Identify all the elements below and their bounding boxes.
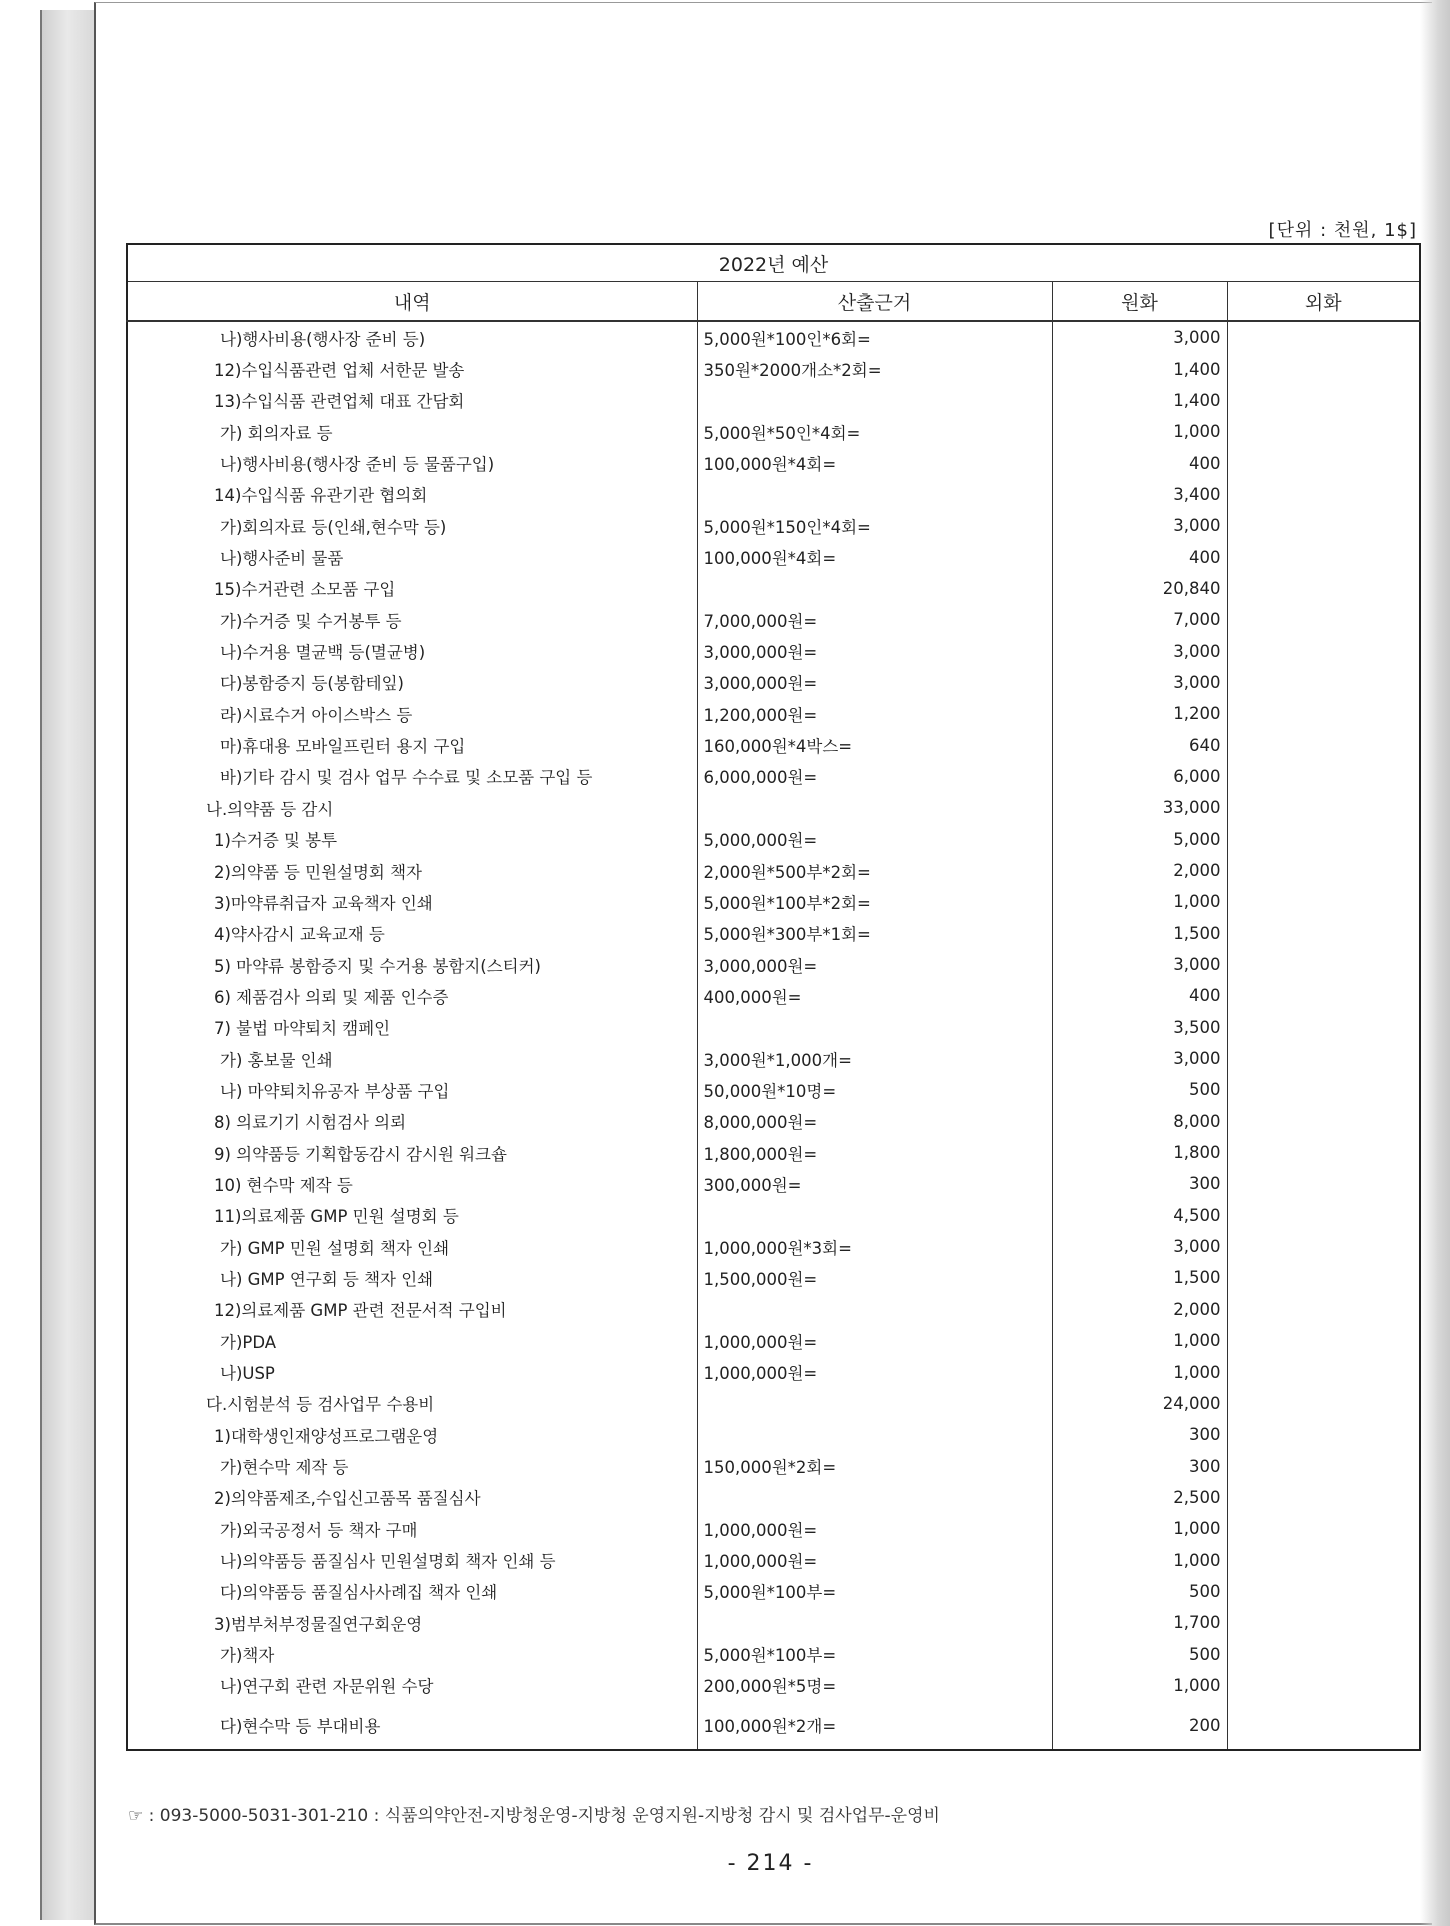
fx-cell	[1227, 447, 1420, 478]
item-cell: 라)시료수거 아이스박스 등	[127, 698, 697, 729]
calc-cell: 100,000원*4회=	[697, 541, 1052, 572]
item-cell: 1)대학생인재양성프로그램운영	[127, 1419, 697, 1450]
item-cell: 12)의료제품 GMP 관련 전문서적 구입비	[127, 1294, 697, 1325]
item-cell: 13)수입식품 관련업체 대표 간담회	[127, 385, 697, 416]
calc-cell: 200,000원*5명=	[697, 1670, 1052, 1701]
fx-cell	[1227, 1231, 1420, 1262]
table-row	[127, 1200, 1420, 1231]
item-cell: 2)의약품 등 민원설명회 책자	[127, 855, 697, 886]
fx-cell	[1227, 1043, 1420, 1074]
fx-cell	[1227, 1168, 1420, 1199]
fx-cell	[1227, 573, 1420, 604]
krw-cell: 1,000	[1052, 1544, 1227, 1575]
table-row	[127, 1325, 1420, 1356]
table-row	[127, 1168, 1420, 1199]
krw-cell: 500	[1052, 1576, 1227, 1607]
table-row	[127, 886, 1420, 917]
calc-cell: 100,000원*4회=	[697, 447, 1052, 478]
table-row	[127, 792, 1420, 823]
calc-cell: 8,000,000원=	[697, 1106, 1052, 1137]
fx-cell	[1227, 1576, 1420, 1607]
item-cell: 나)의약품등 품질심사 민원설명회 책자 인쇄 등	[127, 1544, 697, 1575]
calc-cell: 3,000,000원=	[697, 667, 1052, 698]
fx-cell	[1227, 1294, 1420, 1325]
krw-cell: 1,000	[1052, 1325, 1227, 1356]
item-cell: 2)의약품제조,수입신고품목 품질심사	[127, 1482, 697, 1513]
krw-cell: 3,000	[1052, 667, 1227, 698]
calc-cell: 1,200,000원=	[697, 698, 1052, 729]
table-row	[127, 1544, 1420, 1575]
budget-table	[126, 243, 1421, 1751]
table-row	[127, 1106, 1420, 1137]
item-cell: 나) GMP 연구회 등 책자 인쇄	[127, 1262, 697, 1293]
fx-cell	[1227, 918, 1420, 949]
table-row	[127, 635, 1420, 666]
item-cell: 다)현수막 등 부대비용	[127, 1701, 697, 1750]
krw-cell: 3,500	[1052, 1012, 1227, 1043]
table-row	[127, 510, 1420, 541]
fx-cell	[1227, 792, 1420, 823]
item-cell: 9) 의약품등 기획합동감시 감시원 워크숍	[127, 1137, 697, 1168]
table-row	[127, 1231, 1420, 1262]
calc-cell	[697, 1607, 1052, 1638]
table-row	[127, 321, 1420, 353]
fx-cell	[1227, 1388, 1420, 1419]
table-row	[127, 1670, 1420, 1701]
table-row	[127, 1388, 1420, 1419]
calc-cell	[697, 573, 1052, 604]
table-row	[127, 949, 1420, 980]
fx-cell	[1227, 510, 1420, 541]
fx-cell	[1227, 1419, 1420, 1450]
table-row	[127, 416, 1420, 447]
table-row	[127, 604, 1420, 635]
calc-cell	[697, 1294, 1052, 1325]
calc-cell: 5,000원*100부=	[697, 1638, 1052, 1669]
item-cell: 11)의료제품 GMP 민원 설명회 등	[127, 1200, 697, 1231]
fx-cell	[1227, 667, 1420, 698]
krw-cell: 1,800	[1052, 1137, 1227, 1168]
calc-cell	[697, 1482, 1052, 1513]
table-row	[127, 667, 1420, 698]
table-row	[127, 980, 1420, 1011]
krw-cell: 1,200	[1052, 698, 1227, 729]
fx-cell	[1227, 1137, 1420, 1168]
krw-cell: 300	[1052, 1419, 1227, 1450]
item-cell: 1)수거증 및 봉투	[127, 824, 697, 855]
item-cell: 15)수거관련 소모품 구입	[127, 573, 697, 604]
item-cell: 나)연구회 관련 자문위원 수당	[127, 1670, 697, 1701]
fx-cell	[1227, 604, 1420, 635]
table-row	[127, 1513, 1420, 1544]
table-row	[127, 385, 1420, 416]
fx-cell	[1227, 1012, 1420, 1043]
krw-cell: 3,000	[1052, 1043, 1227, 1074]
table-row	[127, 479, 1420, 510]
calc-cell	[697, 1012, 1052, 1043]
budget-rows	[127, 321, 1420, 1750]
krw-cell: 20,840	[1052, 573, 1227, 604]
calc-cell: 5,000원*150인*4회=	[697, 510, 1052, 541]
calc-cell: 5,000원*300부*1회=	[697, 918, 1052, 949]
fx-cell	[1227, 1074, 1420, 1105]
fx-cell	[1227, 1200, 1420, 1231]
item-cell: 12)수입식품관련 업체 서한문 발송	[127, 353, 697, 384]
item-cell: 가) 회의자료 등	[127, 416, 697, 447]
calc-cell: 160,000원*4박스=	[697, 729, 1052, 760]
calc-cell: 1,000,000원*3회=	[697, 1231, 1052, 1262]
item-cell: 10) 현수막 제작 등	[127, 1168, 697, 1199]
item-cell: 다)의약품등 품질심사사례집 책자 인쇄	[127, 1576, 697, 1607]
calc-cell	[697, 479, 1052, 510]
calc-cell: 1,000,000원=	[697, 1356, 1052, 1387]
krw-cell: 400	[1052, 980, 1227, 1011]
krw-cell: 2,500	[1052, 1482, 1227, 1513]
item-cell: 나)수거용 멸균백 등(멸균병)	[127, 635, 697, 666]
item-cell: 가) GMP 민원 설명회 책자 인쇄	[127, 1231, 697, 1262]
table-row	[127, 1419, 1420, 1450]
table-row	[127, 1701, 1420, 1750]
calc-cell: 3,000,000원=	[697, 635, 1052, 666]
calc-cell	[697, 1419, 1052, 1450]
fx-cell	[1227, 416, 1420, 447]
calc-cell: 6,000,000원=	[697, 761, 1052, 792]
krw-cell: 1,000	[1052, 1356, 1227, 1387]
column-header-item: 내역	[127, 282, 697, 322]
calc-cell	[697, 385, 1052, 416]
item-cell: 가)수거증 및 수거봉투 등	[127, 604, 697, 635]
krw-cell: 3,000	[1052, 510, 1227, 541]
fx-cell	[1227, 1262, 1420, 1293]
table-row	[127, 1074, 1420, 1105]
fx-cell	[1227, 1544, 1420, 1575]
fx-cell	[1227, 1325, 1420, 1356]
fx-cell	[1227, 353, 1420, 384]
krw-cell: 300	[1052, 1168, 1227, 1199]
calc-cell: 5,000원*50인*4회=	[697, 416, 1052, 447]
fx-cell	[1227, 541, 1420, 572]
fx-cell	[1227, 886, 1420, 917]
krw-cell: 3,000	[1052, 635, 1227, 666]
fx-cell	[1227, 1607, 1420, 1638]
item-cell: 나)행사비용(행사장 준비 등)	[127, 321, 697, 353]
item-cell: 4)약사감시 교육교재 등	[127, 918, 697, 949]
fx-cell	[1227, 980, 1420, 1011]
fx-cell	[1227, 1701, 1420, 1750]
item-cell: 3)범부처부정물질연구회운영	[127, 1607, 697, 1638]
item-cell: 마)휴대용 모바일프린터 용지 구입	[127, 729, 697, 760]
calc-cell: 1,000,000원=	[697, 1513, 1052, 1544]
calc-cell: 1,500,000원=	[697, 1262, 1052, 1293]
krw-cell: 1,500	[1052, 1262, 1227, 1293]
item-cell: 다)봉함증지 등(봉함테잎)	[127, 667, 697, 698]
krw-cell: 5,000	[1052, 824, 1227, 855]
krw-cell: 3,000	[1052, 949, 1227, 980]
fx-cell	[1227, 761, 1420, 792]
fx-cell	[1227, 1513, 1420, 1544]
krw-cell: 24,000	[1052, 1388, 1227, 1419]
fx-cell	[1227, 1482, 1420, 1513]
table-row	[127, 541, 1420, 572]
table-row	[127, 761, 1420, 792]
calc-cell: 5,000원*100부*2회=	[697, 886, 1052, 917]
fx-cell	[1227, 729, 1420, 760]
item-cell: 나)행사비용(행사장 준비 등 물품구입)	[127, 447, 697, 478]
krw-cell: 300	[1052, 1450, 1227, 1481]
item-cell: 8) 의료기기 시험검사 의뢰	[127, 1106, 697, 1137]
calc-cell: 1,800,000원=	[697, 1137, 1052, 1168]
table-row	[127, 353, 1420, 384]
krw-cell: 1,000	[1052, 1513, 1227, 1544]
calc-cell: 300,000원=	[697, 1168, 1052, 1199]
krw-cell: 500	[1052, 1074, 1227, 1105]
column-header-fx: 외화	[1227, 282, 1420, 322]
item-cell: 가)PDA	[127, 1325, 697, 1356]
item-cell: 가)회의자료 등(인쇄,현수막 등)	[127, 510, 697, 541]
krw-cell: 3,000	[1052, 1231, 1227, 1262]
krw-cell: 640	[1052, 729, 1227, 760]
fx-cell	[1227, 479, 1420, 510]
fx-cell	[1227, 1106, 1420, 1137]
item-cell: 3)마약류취급자 교육책자 인쇄	[127, 886, 697, 917]
table-row	[127, 698, 1420, 729]
item-cell: 가)현수막 제작 등	[127, 1450, 697, 1481]
calc-cell: 150,000원*2회=	[697, 1450, 1052, 1481]
book-spine	[40, 10, 98, 1920]
table-row	[127, 1012, 1420, 1043]
column-header-krw: 원화	[1052, 282, 1227, 322]
item-cell: 가)외국공정서 등 책자 구매	[127, 1513, 697, 1544]
item-cell: 14)수입식품 유관기관 협의회	[127, 479, 697, 510]
calc-cell: 50,000원*10명=	[697, 1074, 1052, 1105]
krw-cell: 1,500	[1052, 918, 1227, 949]
fx-cell	[1227, 1356, 1420, 1387]
fx-cell	[1227, 1638, 1420, 1669]
fx-cell	[1227, 385, 1420, 416]
calc-cell: 7,000,000원=	[697, 604, 1052, 635]
item-cell: 7) 불법 마약퇴치 캠페인	[127, 1012, 697, 1043]
footnote: ☞ : 093-5000-5031-301-210 : 식품의약안전-지방청운영-지방청 운영지원-지방청 감시 및 검사업무-운영비	[128, 1806, 940, 1826]
calc-cell: 2,000원*500부*2회=	[697, 855, 1052, 886]
fx-cell	[1227, 949, 1420, 980]
fx-cell	[1227, 321, 1420, 353]
calc-cell: 100,000원*2개=	[697, 1701, 1052, 1750]
calc-cell: 1,000,000원=	[697, 1544, 1052, 1575]
table-row	[127, 1576, 1420, 1607]
table-row	[127, 1262, 1420, 1293]
item-cell: 6) 제품검사 의뢰 및 제품 인수증	[127, 980, 697, 1011]
krw-cell: 1,400	[1052, 385, 1227, 416]
krw-cell: 2,000	[1052, 855, 1227, 886]
item-cell: 나) 마약퇴치유공자 부상품 구입	[127, 1074, 697, 1105]
krw-cell: 400	[1052, 447, 1227, 478]
item-cell: 가) 홍보물 인쇄	[127, 1043, 697, 1074]
page-edge-shadow	[1420, 0, 1450, 1926]
table-row	[127, 1638, 1420, 1669]
item-cell: 나)행사준비 물품	[127, 541, 697, 572]
krw-cell: 1,000	[1052, 886, 1227, 917]
calc-cell	[697, 1388, 1052, 1419]
calc-cell: 3,000,000원=	[697, 949, 1052, 980]
column-header-calc: 산출근거	[697, 282, 1052, 322]
calc-cell: 400,000원=	[697, 980, 1052, 1011]
krw-cell: 400	[1052, 541, 1227, 572]
krw-cell: 1,700	[1052, 1607, 1227, 1638]
item-cell: 5) 마약류 봉함증지 및 수거용 봉함지(스티커)	[127, 949, 697, 980]
krw-cell: 3,400	[1052, 479, 1227, 510]
fx-cell	[1227, 698, 1420, 729]
fx-cell	[1227, 855, 1420, 886]
calc-cell	[697, 792, 1052, 823]
krw-cell: 1,000	[1052, 416, 1227, 447]
page-number: - 214 -	[727, 1851, 814, 1876]
table-row	[127, 1294, 1420, 1325]
year-header-row	[127, 244, 1420, 282]
calc-cell: 350원*2000개소*2회=	[697, 353, 1052, 384]
table-row	[127, 1137, 1420, 1168]
item-cell: 바)기타 감시 및 검사 업무 수수료 및 소모품 구입 등	[127, 761, 697, 792]
column-header-row	[127, 282, 1420, 322]
fx-cell	[1227, 824, 1420, 855]
calc-cell: 3,000원*1,000개=	[697, 1043, 1052, 1074]
krw-cell: 3,000	[1052, 321, 1227, 353]
table-row	[127, 1356, 1420, 1387]
krw-cell: 8,000	[1052, 1106, 1227, 1137]
krw-cell: 7,000	[1052, 604, 1227, 635]
krw-cell: 200	[1052, 1701, 1227, 1750]
krw-cell: 1,000	[1052, 1670, 1227, 1701]
krw-cell: 500	[1052, 1638, 1227, 1669]
table-row	[127, 573, 1420, 604]
table-row	[127, 1450, 1420, 1481]
table-row	[127, 1607, 1420, 1638]
table-row	[127, 1482, 1420, 1513]
krw-cell: 6,000	[1052, 761, 1227, 792]
item-cell: 나.의약품 등 감시	[127, 792, 697, 823]
table-row	[127, 729, 1420, 760]
krw-cell: 2,000	[1052, 1294, 1227, 1325]
calc-cell: 5,000원*100인*6회=	[697, 321, 1052, 353]
fx-cell	[1227, 635, 1420, 666]
item-cell: 가)책자	[127, 1638, 697, 1669]
krw-cell: 1,400	[1052, 353, 1227, 384]
table-row	[127, 855, 1420, 886]
krw-cell: 4,500	[1052, 1200, 1227, 1231]
table-row	[127, 824, 1420, 855]
table-row	[127, 1043, 1420, 1074]
item-cell: 나)USP	[127, 1356, 697, 1387]
calc-cell	[697, 1200, 1052, 1231]
calc-cell: 5,000,000원=	[697, 824, 1052, 855]
unit-note: [단위 : 천원, 1$]	[1268, 220, 1417, 241]
table-row	[127, 918, 1420, 949]
item-cell: 다.시험분석 등 검사업무 수용비	[127, 1388, 697, 1419]
fx-cell	[1227, 1450, 1420, 1481]
fx-cell	[1227, 1670, 1420, 1701]
calc-cell: 1,000,000원=	[697, 1325, 1052, 1356]
year-header: 2022년 예산	[127, 244, 1420, 282]
table-row	[127, 447, 1420, 478]
krw-cell: 33,000	[1052, 792, 1227, 823]
calc-cell: 5,000원*100부=	[697, 1576, 1052, 1607]
